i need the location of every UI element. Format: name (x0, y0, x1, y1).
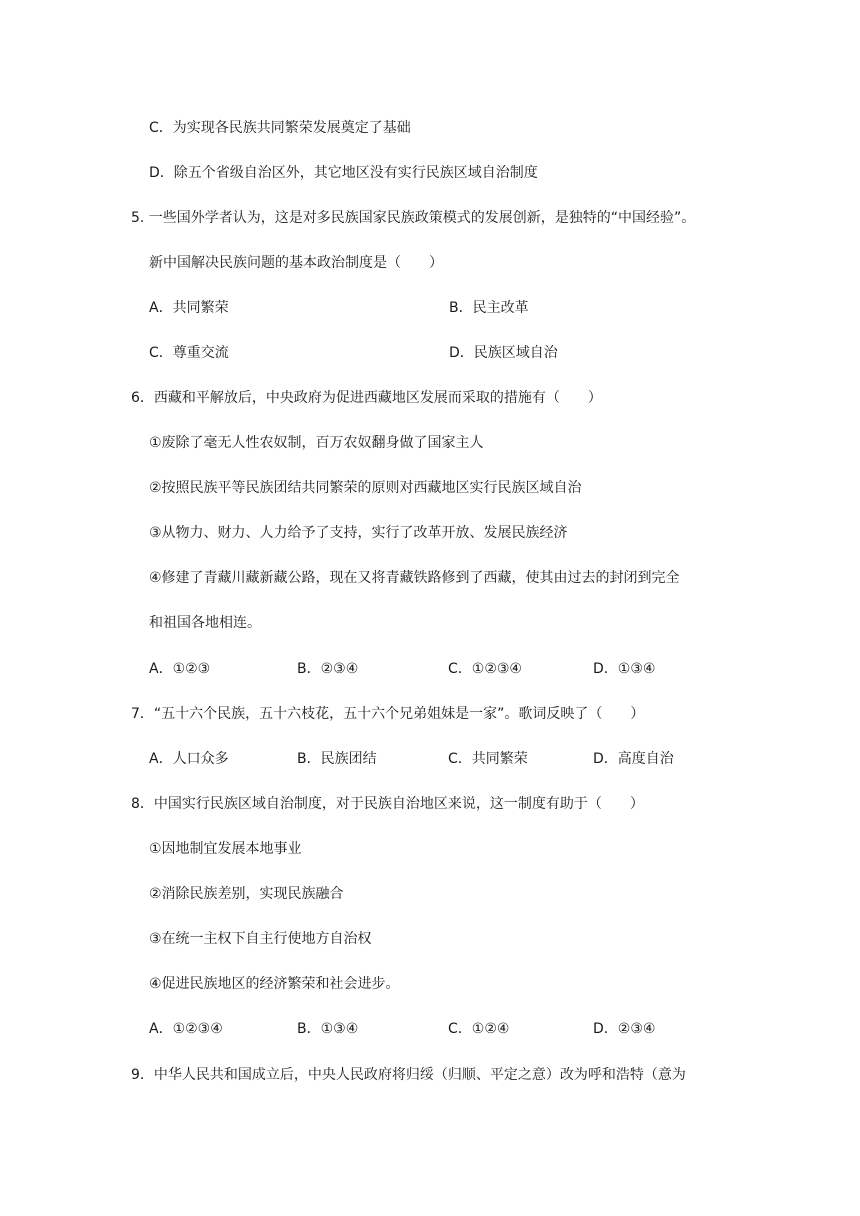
q9-stem: 9．中华人民共和国成立后，中央人民政府将归绥（归顺、平定之意）改为呼和浩特（意为 (131, 1067, 686, 1083)
q8-item-3: ③在统一主权下自主行使地方自治权 (149, 931, 372, 947)
q6-option-a: A．①②③ (149, 661, 211, 677)
q6-stem: 6．西藏和平解放后，中央政府为促进西藏地区发展而采取的措施有（ ） (131, 390, 602, 406)
q8-option-c: C．①②④ (448, 1021, 510, 1037)
q8-stem: 8．中国实行民族区域自治制度，对于民族自治地区来说，这一制度有助于（ ） (131, 796, 644, 812)
q5-option-c: C．尊重交流 (149, 345, 229, 361)
q6-option-b: B．②③④ (297, 661, 359, 677)
q7-option-b: B．民族团结 (297, 751, 377, 767)
q8-option-b: B．①③④ (297, 1021, 359, 1037)
q8-item-4: ④促进民族地区的经济繁荣和社会进步。 (149, 976, 400, 992)
q6-item-3: ③从物力、财力、人力给予了支持，实行了改革开放、发展民族经济 (149, 525, 568, 541)
q5-option-a: A．共同繁荣 (149, 300, 229, 316)
q7-option-a: A．人口众多 (149, 751, 229, 767)
q6-item-2: ②按照民族平等民族团结共同繁荣的原则对西藏地区实行民族区域自治 (149, 480, 582, 496)
q8-item-2: ②消除民族差别，实现民族融合 (149, 886, 344, 902)
q7-option-d: D．高度自治 (593, 751, 674, 767)
q6-option-d: D．①③④ (593, 661, 656, 677)
q5-option-b: B．民主改革 (449, 300, 529, 316)
q8-option-a: A．①②③④ (149, 1021, 223, 1037)
q6-option-c: C．①②③④ (448, 661, 522, 677)
q7-option-c: C．共同繁荣 (448, 751, 528, 767)
q8-option-d: D．②③④ (593, 1021, 656, 1037)
option-d-prev: D．除五个省级自治区外，其它地区没有实行民族区域自治制度 (149, 165, 538, 181)
q6-item-4-cont: 和祖国各地相连。 (149, 615, 261, 631)
q5-stem-line1: 5. 一些国外学者认为，这是对多民族国家民族政策模式的发展创新，是独特的“中国经验”。 (131, 210, 696, 226)
q5-stem-line2: 新中国解决民族问题的基本政治制度是（ ） (149, 255, 443, 271)
option-c-prev: C．为实现各民族共同繁荣发展奠定了基础 (149, 120, 411, 136)
q8-item-1: ①因地制宜发展本地事业 (149, 841, 302, 857)
q5-option-d: D．民族区域自治 (449, 345, 558, 361)
q6-item-1: ①废除了毫无人性农奴制，百万农奴翻身做了国家主人 (149, 435, 484, 451)
q7-stem: 7．“五十六个民族，五十六枝花，五十六个兄弟姐妹是一家”。歌词反映了（ ） (131, 706, 645, 722)
q6-item-4: ④修建了青藏川藏新藏公路，现在又将青藏铁路修到了西藏，使其由过去的封闭到完全 (149, 570, 680, 586)
